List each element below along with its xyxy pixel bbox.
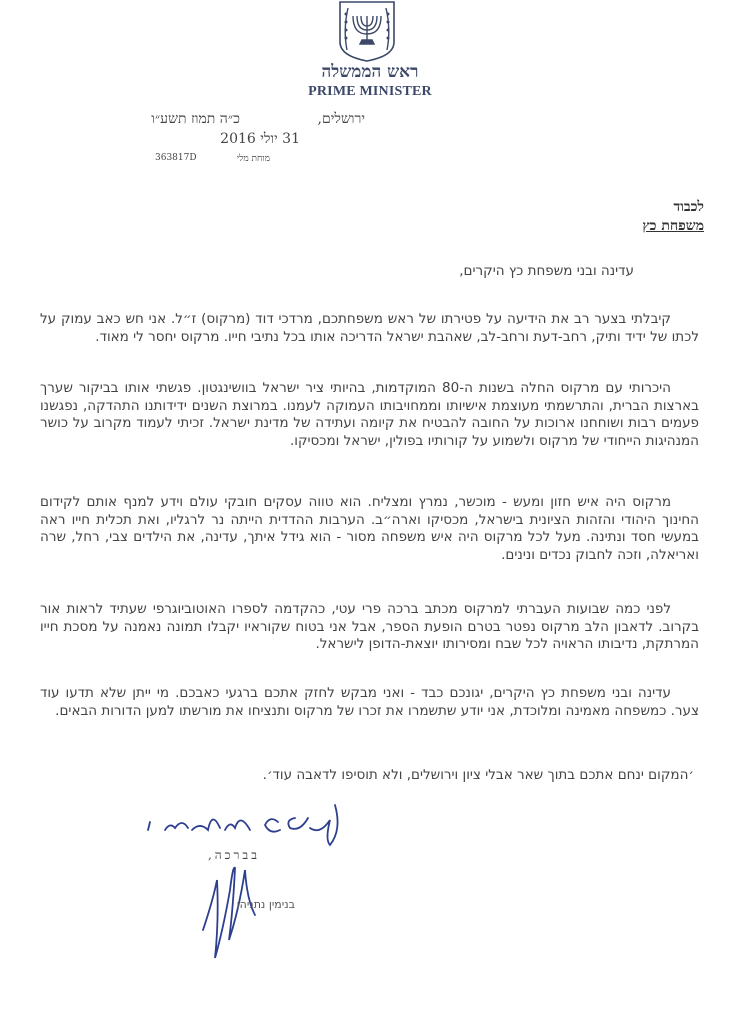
- letter-city: ירושלים,: [317, 111, 365, 127]
- addressee-line1: לכבוד: [673, 199, 704, 215]
- addressee-line2: משפחת כץ: [642, 218, 704, 234]
- closing-greeting: בברכה,: [207, 848, 260, 862]
- consolation-quote: ׳המקום ינחם אתכם בתוך שאר אבלי ציון וירושלים, ולא תוסיפו לדאבה עוד׳.: [262, 767, 694, 783]
- letterhead-title-english: PRIME MINISTER: [308, 84, 432, 99]
- reference-number: 363817D: [155, 153, 197, 163]
- signer-name: בנימין נתניהו: [236, 898, 295, 911]
- body-paragraph: מרקוס היה איש חזון ומעש - מוכשר, נמרץ ומצליח. הוא טווה עסקים חובקי עולם וידע למנף אותם לקידום החינוך היהודי והזהות הציונית בישראל, מכסיקו וארה״ב. הערבות ההדדית הייתה נר לרגליו, ואת תכלית חייו ראה במעשי חסד ונתינה. מעל לכל מרקוס היה איש משפחה מסור - הוא גידל איתך, עדינה, את הילדים צבי, רחל, שרה ואריאלה, וזכה לחבוק נכדים ונינים.: [40, 494, 699, 563]
- menorah-emblem-icon: [330, 0, 404, 62]
- body-paragraph: קיבלתי בצער רב את הידיעה על פטירתו של ראש משפחתכם, מרדכי דוד (מרקוס) ז״ל. אני חש כאב עמוק על לכתו של ידיד ותיק, רחב-דעת ורחב-לב, שאהבת ישראל הדריכה אותו בכל נתיבי חייו. מרקוס יחסר לי מאוד.: [40, 311, 699, 345]
- body-paragraph: עדינה ובני משפחת כץ היקרים, יגונכם כבד - ואני מבקש לחזק אתכם ברגעי כאבכם. מי ייתן שלא תדעו עוד צער. כמשפחה מאמינה ומלוכדת, אני יודע שתשמרו את זכרו של מרקוס ותנציחו את מורשתו למען הדורות הבאים.: [40, 685, 699, 719]
- addressee-block: [642, 198, 704, 236]
- hebrew-date: כ״ה תמוז תשע״ו: [151, 111, 240, 127]
- handwritten-note-icon: [130, 800, 350, 850]
- salutation: עדינה ובני משפחת כץ היקרים,: [459, 263, 634, 279]
- body-paragraph: היכרותי עם מרקוס החלה בשנות ה-80 המוקדמות, בהיותי ציר ישראל בוושינגטון. פגשתי אותו בביקור שערך בארצות הברית, והתרשמתי מעוצמת אישיותו וממחויבותו העמוקה לעמנו. במרוצת השנים ידידותנו התהדקה, נפגשנו פעמים רבות ושוחחנו ארוכות על החובה להבטיח את קיומה ועתידה של מדינת ישראל. זכיתי לעמוד מקרוב על כושר המנהיגות הייחודי של מרקוס ולשמוע על קורותיו בפולין, ישראל ומכסיקו.: [40, 380, 699, 449]
- body-paragraph: לפני כמה שבועות העברתי למרקוס מכתב ברכה פרי עטי, כהקדמה לספרו האוטוביוגרפי שעתיד לראות אור בקרוב. לדאבון הלב מרקוס נפטר בטרם הופעת הספר, אבל אני בטוח שקוראיו יקבלו תמונה נאמנה על מסכת חייו המרתקת, נדיבותו הראויה לכל שבח ומסירותו יוצאת-הדופן לישראל.: [40, 601, 699, 653]
- reference-label: מוחת מלי: [236, 154, 270, 164]
- letterhead-title-hebrew: ראש הממשלה: [321, 62, 419, 82]
- gregorian-date: 31 יולי 2016: [220, 131, 300, 147]
